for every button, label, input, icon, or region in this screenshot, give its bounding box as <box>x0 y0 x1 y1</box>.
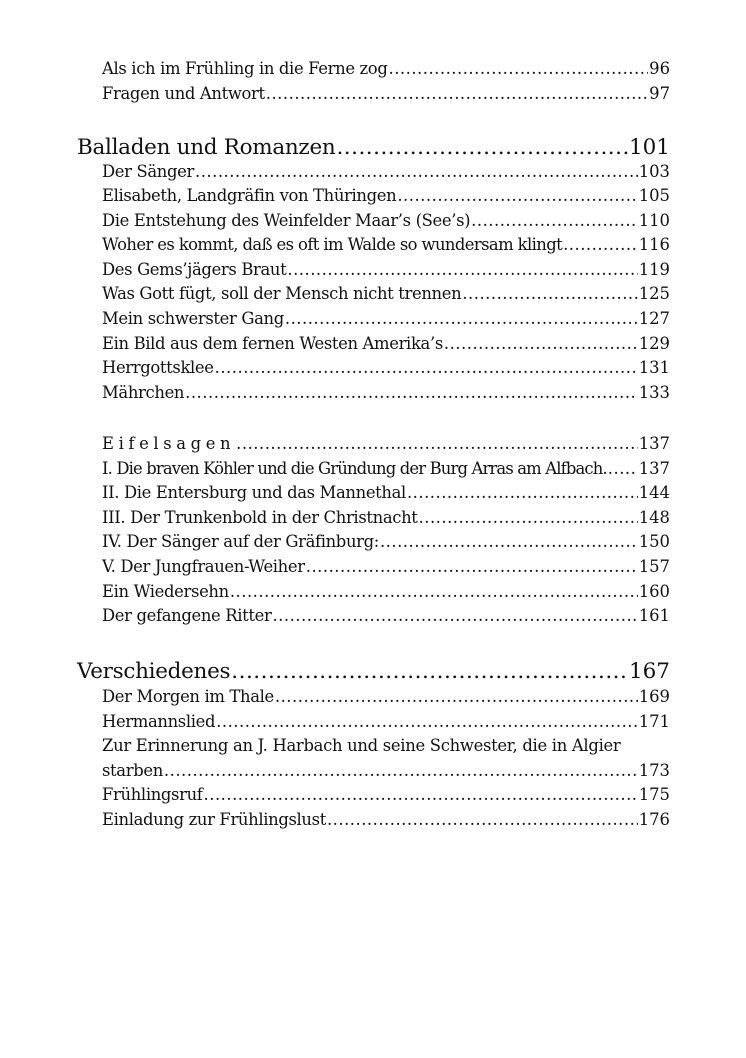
toc-entry-title: Mein schwerster Gang <box>102 309 284 328</box>
toc-entry-page: 103 <box>638 162 670 181</box>
dot-leader <box>195 160 638 184</box>
dot-leader <box>275 685 638 709</box>
dot-leader <box>236 432 638 456</box>
toc-entry-page: 171 <box>638 712 670 731</box>
dot-leader <box>471 209 638 233</box>
toc-entry-title: Ein Wiedersehn <box>102 582 229 601</box>
toc-entry-title: IV. Der Sänger auf der Gräfinburg: <box>102 532 379 551</box>
dot-leader <box>407 481 638 505</box>
toc-entry <box>102 381 670 405</box>
toc-entry-page: 127 <box>638 309 670 328</box>
toc-entry-title: Zur Erinnerung an J. Harbach und seine Schwester, die in Algier <box>102 736 621 755</box>
toc-entry-page: 160 <box>638 582 670 601</box>
toc-entry-title: Einladung zur Frühlingslust <box>102 810 326 829</box>
toc-entry-title: II. Die Entersburg und das Mannethal <box>102 483 406 502</box>
toc-entry <box>102 282 670 306</box>
toc-entry-title: Was Gott fügt, soll der Mensch nicht trennen <box>102 284 462 303</box>
toc-entry-title: I. Die braven Köhler und die Gründung der Burg Arras am Alfbach. <box>102 459 607 478</box>
dot-leader <box>563 233 638 257</box>
toc-entry-page: 161 <box>638 606 670 625</box>
toc-entry-line1 <box>102 734 670 758</box>
toc-section-title: Balladen und Romanzen <box>77 135 336 160</box>
toc-entry <box>102 160 670 184</box>
toc-entry-title: Der gefangene Ritter <box>102 606 272 625</box>
toc-entry-page: 150 <box>638 532 670 551</box>
toc-section-heading <box>77 657 670 687</box>
toc-entry-page: 110 <box>638 211 670 230</box>
toc-entry-title: Als ich im Frühling in die Ferne zog <box>102 59 388 78</box>
toc-entry-page: 125 <box>638 284 670 303</box>
toc-section-heading <box>77 133 670 163</box>
toc-entry <box>102 57 670 81</box>
dot-leader <box>462 282 637 306</box>
dot-leader <box>266 82 648 106</box>
toc-entry-page: 137 <box>638 459 670 478</box>
toc-subsection-title: Eifelsagen <box>102 434 236 453</box>
toc-entry-title-continued: starben <box>102 761 163 780</box>
dot-leader <box>285 307 638 331</box>
toc-entry-title: Mährchen <box>102 383 185 402</box>
dot-leader <box>164 759 638 783</box>
toc-entry-page: 131 <box>638 358 670 377</box>
toc-entry <box>102 506 670 530</box>
toc-entry-page: 96 <box>649 59 670 78</box>
toc-entry <box>102 184 670 208</box>
toc-subsection-heading <box>102 432 670 456</box>
toc-entry <box>102 710 670 734</box>
toc-entry-page: 97 <box>649 84 670 103</box>
toc-entry <box>102 808 670 832</box>
dot-leader <box>272 604 637 628</box>
toc-entry-title: Hermannslied <box>102 712 216 731</box>
toc-entry <box>102 307 670 331</box>
toc-entry-title: Fragen und Antwort <box>102 84 265 103</box>
dot-leader <box>287 258 637 282</box>
toc-entry-page: 105 <box>638 186 670 205</box>
toc-entry-title: Herrgottsklee <box>102 358 214 377</box>
toc-entry-page: 144 <box>638 483 670 502</box>
toc-section-page: 167 <box>628 659 670 684</box>
toc-entry <box>102 356 670 380</box>
toc-section-title: Verschiedenes <box>77 659 231 684</box>
toc-entry <box>102 82 670 106</box>
toc-entry <box>102 555 670 579</box>
dot-leader <box>204 783 638 807</box>
toc-entry <box>102 209 670 233</box>
toc-entry-title: Elisabeth, Landgräfin von Thüringen <box>102 186 397 205</box>
toc-entry <box>102 530 670 554</box>
dot-leader <box>185 381 638 405</box>
toc-entry <box>102 604 670 628</box>
toc-entry-page: 176 <box>638 810 670 829</box>
toc-entry <box>102 481 670 505</box>
toc-entry-title: Woher es kommt, daß es oft im Walde so wundersam klingt <box>102 235 563 254</box>
dot-leader <box>336 133 628 163</box>
toc-entry-title: V. Der Jungfrauen-Weiher <box>102 557 305 576</box>
dot-leader <box>231 657 628 687</box>
toc-entry-page: 129 <box>638 334 670 353</box>
dot-leader <box>444 332 638 356</box>
toc-entry-page: 175 <box>638 785 670 804</box>
toc-section-page: 101 <box>628 135 670 160</box>
dot-leader <box>419 506 638 530</box>
dot-leader <box>216 710 638 734</box>
dot-leader <box>397 184 637 208</box>
dot-leader <box>388 57 648 81</box>
toc-entry <box>102 233 670 257</box>
dot-leader <box>327 808 638 832</box>
toc-entry-title: Frühlingsruf <box>102 785 203 804</box>
dot-leader <box>306 555 638 579</box>
toc-entry-page: 137 <box>638 434 670 453</box>
toc-entry-page: 157 <box>638 557 670 576</box>
toc-entry-title: Der Morgen im Thale <box>102 687 274 706</box>
toc-entry-page: 133 <box>638 383 670 402</box>
toc-entry <box>102 332 670 356</box>
toc-entry-title: Die Entstehung des Weinfelder Maar’s (See’s) <box>102 211 471 230</box>
toc-entry-page: 119 <box>638 260 670 279</box>
toc-entry <box>102 783 670 807</box>
toc-entry-title: III. Der Trunkenbold in der Christnacht <box>102 508 418 527</box>
toc-entry <box>102 457 670 481</box>
toc-entry-page: 148 <box>638 508 670 527</box>
toc-entry-title: Des Gems’jägers Braut <box>102 260 287 279</box>
toc-entry-page: 173 <box>638 761 670 780</box>
toc-entry <box>102 759 670 783</box>
toc-entry <box>102 685 670 709</box>
toc-entry-title: Der Sänger <box>102 162 194 181</box>
toc-entry <box>102 258 670 282</box>
toc-entry-page: 169 <box>638 687 670 706</box>
toc-entry-page: 116 <box>638 235 670 254</box>
toc-entry <box>102 580 670 604</box>
dot-leader <box>215 356 638 380</box>
dot-leader <box>380 530 638 554</box>
toc-entry-title: Ein Bild aus dem fernen Westen Amerika’s <box>102 334 443 353</box>
dot-leader <box>608 457 635 481</box>
dot-leader <box>230 580 638 604</box>
